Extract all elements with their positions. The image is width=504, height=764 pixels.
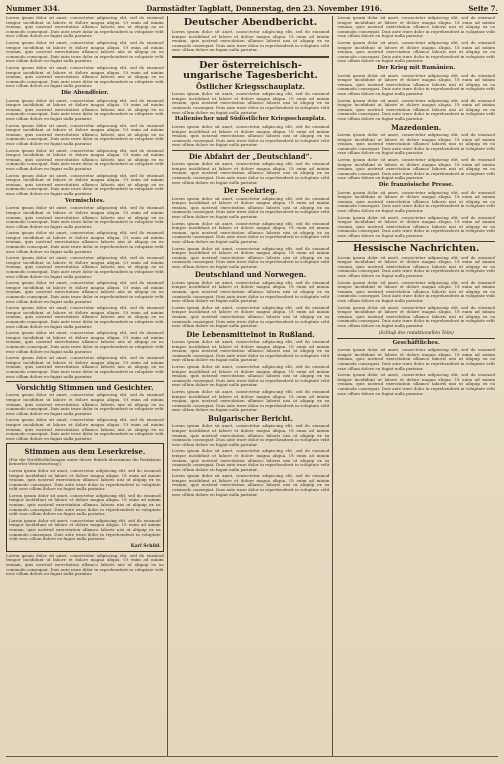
- section-heading: Deutschland und Norwegen.: [194, 270, 307, 280]
- article-text: Lorem ipsum dolor sit amet, consectetur adipiscing elit, sed do eiusmod tempor incididunt ut labore et dolore magna aliqua. Ut enim ad minim veniam, quis nostrud exercitation ullamco laboris nisi ut aliquip ex ea commodo consequat. Duis aute irure dolor in reprehenderit in voluptate velit esse cillum dolore eu fugiat nulla pariatur.: [171, 245, 330, 269]
- section-heading: Die Lebensmittelnot in Rußland.: [186, 329, 315, 339]
- section-heading: Die Abendfeier.: [61, 89, 109, 96]
- article-text: Lorem ipsum dolor sit amet, consectetur adipiscing elit, sed do eiusmod tempor incididunt ut labore et dolore magna aliqua. Ut enim ad minim veniam, quis nostrud exercitation ullamco laboris nisi ut aliquip ex ea commodo consequat. Duis aute irure dolor in reprehenderit in voluptate velit esse cillum dolore eu fugiat nulla pariatur.: [171, 28, 330, 53]
- end-of-editorial-note: (Schluß des redaktionellen Teils): [378, 330, 454, 336]
- article-text: Lorem ipsum dolor sit amet, consectetur adipiscing elit, sed do eiusmod tempor incididunt ut labore et dolore magna aliqua. Ut enim ad minim veniam, quis nostrud exercitation ullamco laboris nisi ut aliquip ex ea commodo consequat. Duis aute irure dolor in reprehenderit in voluptate velit esse cillum dolore eu fugiat nulla pariatur.: [337, 97, 496, 122]
- article-text: Lorem ipsum dolor sit amet, consectetur adipiscing elit, sed do eiusmod tempor incididunt ut labore et dolore magna aliqua. Ut enim ad minim veniam, quis nostrud exercitation ullamco laboris nisi ut aliquip ex ea commodo consequat. Duis aute irure dolor in reprehenderit in voluptate velit esse cillum dolore eu fugiat nulla pariatur.: [6, 330, 164, 354]
- article-text: Lorem ipsum dolor sit amet, consectetur adipiscing elit, sed do eiusmod tempor incididunt ut labore et dolore magna aliqua. Ut enim ad minim veniam, quis nostrud exercitation ullamco laboris nisi ut aliquip ex ea commodo consequat. Duis aute irure dolor in reprehenderit in voluptate velit esse cillum dolore eu fugiat nulla pariatur.: [6, 147, 164, 171]
- article-text: Lorem ipsum dolor sit amet, consectetur adipiscing elit, sed do eiusmod tempor incididunt ut labore et dolore magna aliqua. Ut enim ad minim veniam, quis nostrud exercitation ullamco laboris nisi ut aliquip ex ea commodo consequat. Duis aute irure dolor in reprehenderit in voluptate velit esse cillum dolore eu fugiat nulla pariatur.: [6, 39, 164, 64]
- article-text: Lorem ipsum dolor sit amet, consectetur adipiscing elit, sed do eiusmod tempor incididunt ut labore et dolore magna aliqua. Ut enim ad minim veniam, quis nostrud exercitation ullamco laboris nisi ut aliquip ex ea commodo consequat. Duis aute irure dolor in reprehenderit in voluptate velit esse cillum dolore eu fugiat nulla pariatur.: [171, 389, 330, 413]
- article-text: Lorem ipsum dolor sit amet, consectetur adipiscing elit, sed do eiusmod tempor incididunt ut labore et dolore magna aliqua. Ut enim ad minim veniam, quis nostrud exercitation ullamco laboris nisi ut aliquip ex ea commodo consequat. Duis aute irure dolor in reprehenderit in voluptate velit esse cillum dolore eu fugiat nulla pariatur.: [337, 156, 496, 181]
- article-text: Lorem ipsum dolor sit amet, consectetur adipiscing elit, sed do eiusmod tempor incididunt ut labore et dolore magna aliqua. Ut enim ad minim veniam, quis nostrud exercitation ullamco laboris nisi ut aliquip ex ea commodo consequat. Duis aute irure dolor in reprehenderit in voluptate velit esse cillum dolore eu fugiat nulla pariatur.: [337, 39, 496, 64]
- section-heading: Vorsichtig Stimmen und Gesichter.: [16, 383, 154, 393]
- section-heading: Vermischtes.: [65, 197, 105, 204]
- section-heading: Der österreichisch-ungarische Tagesbericht.: [183, 59, 318, 81]
- article-text: Lorem ipsum dolor sit amet, consectetur adipiscing elit, sed do eiusmod tempor incididunt ut labore et dolore magna aliqua. Ut enim ad minim veniam, quis nostrud exercitation ullamco laboris nisi ut aliquip ex ea commodo consequat. Duis aute irure dolor in reprehenderit in voluptate velit esse cillum dolore eu fugiat nulla pariatur.: [337, 131, 496, 156]
- box-note: (Für die Veröffentlichungen unter dieser Rubrik übernimmt die Redaktion keinerlei Verantwortung.): [9, 456, 161, 467]
- article-text: Lorem ipsum dolor sit amet, consectetur adipiscing elit, sed do eiusmod tempor incididunt ut labore et dolore magna aliqua. Ut enim ad minim veniam, quis nostrud exercitation ullamco laboris nisi ut aliquip ex ea commodo consequat. Duis aute irure dolor in reprehenderit in voluptate velit esse cillum dolore eu fugiat nulla pariatur.: [171, 161, 330, 185]
- section-subheading: Italienischer und Südöstlicher Kriegsschauplatz.: [174, 116, 327, 123]
- section-heading: Bulgarischer Bericht.: [207, 414, 294, 424]
- issue-number: Nummer 334.: [6, 3, 60, 13]
- signature: Karl Schild.: [130, 543, 161, 549]
- section-heading: Mazedonien.: [391, 122, 442, 132]
- page-number: Seite 7.: [468, 3, 498, 13]
- article-text: Lorem ipsum dolor sit amet, consectetur adipiscing elit, sed do eiusmod tempor incididunt ut labore et dolore magna aliqua. Ut enim ad minim veniam, quis nostrud exercitation ullamco laboris nisi ut aliquip ex ea commodo consequat. Duis aute irure dolor in reprehenderit in voluptate velit esse cillum dolore eu fugiat nulla pariatur.: [337, 72, 496, 97]
- article-text: Lorem ipsum dolor sit amet, consectetur adipiscing elit, sed do eiusmod tempor incididunt ut labore et dolore magna aliqua. Ut enim ad minim veniam, quis nostrud exercitation ullamco laboris nisi ut aliquip ex ea commodo consequat. Duis aute irure dolor in reprehenderit in voluptate velit esse cillum dolore eu fugiat nulla pariatur.: [6, 122, 164, 147]
- article-text: Lorem ipsum dolor sit amet, consectetur adipiscing elit, sed do eiusmod tempor incididunt ut labore et dolore magna aliqua. Ut enim ad minim veniam, quis nostrud exercitation ullamco laboris nisi ut aliquip ex ea commodo consequat. Duis aute irure dolor in reprehenderit in voluptate velit esse cillum dolore eu fugiat nulla pariatur.: [6, 172, 164, 196]
- section-heading: Hessische Nachrichten.: [353, 242, 480, 254]
- article-text: Lorem ipsum dolor sit amet, consectetur adipiscing elit, sed do eiusmod tempor incididunt ut labore et dolore magna aliqua. Ut enim ad minim veniam, quis nostrud exercitation ullamco laboris nisi ut aliquip ex ea commodo consequat. Duis aute irure dolor in reprehenderit in voluptate velit esse cillum dolore eu fugiat nulla pariatur.: [337, 16, 496, 39]
- column-1: [6, 16, 168, 756]
- article-text: Lorem ipsum dolor sit amet, consectetur adipiscing elit, sed do eiusmod tempor incididunt ut labore et dolore magna aliqua. Ut enim ad minim veniam, quis nostrud exercitation ullamco laboris nisi ut aliquip ex ea commodo consequat. Duis aute irure dolor in reprehenderit in voluptate velit esse cillum dolore eu fugiat nulla pariatur.: [6, 16, 164, 39]
- article-text: Lorem ipsum dolor sit amet, consectetur adipiscing elit, sed do eiusmod tempor incididunt ut labore et dolore magna aliqua. Ut enim ad minim veniam, quis nostrud exercitation ullamco laboris nisi ut aliquip ex ea commodo consequat. Duis aute irure dolor in reprehenderit in voluptate velit esse cillum dolore eu fugiat nulla pariatur.: [6, 392, 164, 416]
- page-footer: [6, 756, 498, 762]
- page-header: [6, 3, 498, 14]
- columns: [6, 16, 498, 756]
- masthead: Darmstädter Tagblatt, Donnerstag, den 23. November 1916.: [146, 3, 383, 13]
- article-text: Lorem ipsum dolor sit amet, consectetur adipiscing elit, sed do eiusmod tempor incididunt ut labore et dolore magna aliqua. Ut enim ad minim veniam, quis nostrud exercitation ullamco laboris nisi ut aliquip ex ea commodo consequat. Duis aute irure dolor in reprehenderit in voluptate velit esse cillum dolore eu fugiat nulla pariatur.: [337, 214, 496, 239]
- article-text: Lorem ipsum dolor sit amet, consectetur adipiscing elit, sed do eiusmod tempor incididunt ut labore et dolore magna aliqua. Ut enim ad minim veniam, quis nostrud exercitation ullamco laboris nisi ut aliquip ex ea commodo consequat. Duis aute irure dolor in reprehenderit in voluptate velit esse cillum dolore eu fugiat nulla pariatur.: [337, 279, 496, 303]
- article-text: Lorem ipsum dolor sit amet, consectetur adipiscing elit, sed do eiusmod tempor incididunt ut labore et dolore magna aliqua. Ut enim ad minim veniam, quis nostrud exercitation ullamco laboris nisi ut aliquip ex ea commodo consequat. Duis aute irure dolor in reprehenderit in voluptate velit esse cillum dolore eu fugiat nulla pariatur.: [337, 254, 496, 278]
- section-heading: Der Krieg mit Rumänien.: [377, 64, 456, 71]
- section-heading: Die Abfahrt der „Deutschland“.: [188, 151, 313, 161]
- article-text: Lorem ipsum dolor sit amet, consectetur adipiscing elit, sed do eiusmod tempor incididunt ut labore et dolore magna aliqua. Ut enim ad minim veniam, quis nostrud exercitation ullamco laboris nisi ut aliquip ex ea commodo consequat. Duis aute irure dolor in reprehenderit in voluptate velit esse cillum dolore eu fugiat nulla pariatur.: [171, 123, 330, 148]
- article-text: Lorem ipsum dolor sit amet, consectetur adipiscing elit, sed do eiusmod tempor incididunt ut labore et dolore magna aliqua. Ut enim ad minim veniam, quis nostrud exercitation ullamco laboris nisi ut aliquip ex ea commodo consequat. Duis aute irure dolor in reprehenderit in voluptate velit esse cillum dolore eu fugiat nulla pariatur.: [171, 339, 330, 363]
- article-text: Lorem ipsum dolor sit amet, consectetur adipiscing elit, sed do eiusmod tempor incididunt ut labore et dolore magna aliqua. Ut enim ad minim veniam, quis nostrud exercitation ullamco laboris nisi ut aliquip ex ea commodo consequat. Duis aute irure dolor in reprehenderit in voluptate velit esse cillum dolore eu fugiat nulla pariatur.: [171, 279, 330, 304]
- article-text: Lorem ipsum dolor sit amet, consectetur adipiscing elit, sed do eiusmod tempor incididunt ut labore et dolore magna aliqua. Ut enim ad minim veniam, quis nostrud exercitation ullamco laboris nisi ut aliquip ex ea commodo consequat. Duis aute irure dolor in reprehenderit in voluptate velit esse cillum dolore eu fugiat nulla pariatur.: [171, 473, 330, 497]
- article-text: Lorem ipsum dolor sit amet, consectetur adipiscing elit, sed do eiusmod tempor incididunt ut labore et dolore magna aliqua. Ut enim ad minim veniam, quis nostrud exercitation ullamco laboris nisi ut aliquip ex ea commodo consequat. Duis aute irure dolor in reprehenderit in voluptate velit esse cillum dolore eu fugiat nulla pariatur.: [171, 364, 330, 388]
- divider: [172, 56, 330, 58]
- article-text: Lorem ipsum dolor sit amet, consectetur adipiscing elit, sed do eiusmod tempor incididunt ut labore et dolore magna aliqua. Ut enim ad minim veniam, quis nostrud exercitation ullamco laboris nisi ut aliquip ex ea commodo consequat. Duis aute irure dolor in reprehenderit in voluptate velit esse cillum dolore eu fugiat nulla pariatur.: [6, 305, 164, 329]
- article-text: Lorem ipsum dolor sit amet, consectetur adipiscing elit, sed do eiusmod tempor incididunt ut labore et dolore magna aliqua. Ut enim ad minim veniam, quis nostrud exercitation ullamco laboris nisi ut aliquip ex ea commodo consequat. Duis aute irure dolor in reprehenderit in voluptate velit esse cillum dolore eu fugiat nulla pariatur.: [6, 355, 164, 379]
- article-text: Lorem ipsum dolor sit amet, consectetur adipiscing elit, sed do eiusmod tempor incididunt ut labore et dolore magna aliqua. Ut enim ad minim veniam, quis nostrud exercitation ullamco laboris nisi ut aliquip ex ea commodo consequat. Duis aute irure dolor in reprehenderit in voluptate velit esse cillum dolore eu fugiat nulla pariatur.: [6, 230, 164, 254]
- article-text: Lorem ipsum dolor sit amet, consectetur adipiscing elit, sed do eiusmod tempor incididunt ut labore et dolore magna aliqua. Ut enim ad minim veniam, quis nostrud exercitation ullamco laboris nisi ut aliquip ex ea commodo consequat. Duis aute irure dolor in reprehenderit in voluptate velit esse cillum dolore eu fugiat nulla pariatur.: [9, 517, 161, 542]
- column-2: [172, 16, 334, 756]
- article-text: Lorem ipsum dolor sit amet, consectetur adipiscing elit, sed do eiusmod tempor incididunt ut labore et dolore magna aliqua. Ut enim ad minim veniam, quis nostrud exercitation ullamco laboris nisi ut aliquip ex ea commodo consequat. Duis aute irure dolor in reprehenderit in voluptate velit esse cillum dolore eu fugiat nulla pariatur.: [171, 304, 330, 329]
- article-text: Lorem ipsum dolor sit amet, consectetur adipiscing elit, sed do eiusmod tempor incididunt ut labore et dolore magna aliqua. Ut enim ad minim veniam, quis nostrud exercitation ullamco laboris nisi ut aliquip ex ea commodo consequat. Duis aute irure dolor in reprehenderit in voluptate velit esse cillum dolore eu fugiat nulla pariatur.: [171, 423, 330, 447]
- article-text: Lorem ipsum dolor sit amet, consectetur adipiscing elit, sed do eiusmod tempor incididunt ut labore et dolore magna aliqua. Ut enim ad minim veniam, quis nostrud exercitation ullamco laboris nisi ut aliquip ex ea commodo consequat. Duis aute irure dolor in reprehenderit in voluptate velit esse cillum dolore eu fugiat nulla pariatur.: [337, 347, 496, 371]
- section-heading: Der Seekrieg.: [223, 186, 278, 196]
- article-text: Lorem ipsum dolor sit amet, consectetur adipiscing elit, sed do eiusmod tempor incididunt ut labore et dolore magna aliqua. Ut enim ad minim veniam, quis nostrud exercitation ullamco laboris nisi ut aliquip ex ea commodo consequat. Duis aute irure dolor in reprehenderit in voluptate velit esse cillum dolore eu fugiat nulla pariatur.: [171, 448, 330, 472]
- section-subheading: Östlicher Kriegsschauplatz.: [196, 81, 305, 91]
- box-title: Stimmen aus dem Leserkreise.: [24, 447, 146, 457]
- article-text: Lorem ipsum dolor sit amet, consectetur adipiscing elit, sed do eiusmod tempor incididunt ut labore et dolore magna aliqua. Ut enim ad minim veniam, quis nostrud exercitation ullamco laboris nisi ut aliquip ex ea commodo consequat. Duis aute irure dolor in reprehenderit in voluptate velit esse cillum dolore eu fugiat nulla pariatur.: [171, 91, 330, 115]
- article-text: Lorem ipsum dolor sit amet, consectetur adipiscing elit, sed do eiusmod tempor incididunt ut labore et dolore magna aliqua. Ut enim ad minim veniam, quis nostrud exercitation ullamco laboris nisi ut aliquip ex ea commodo consequat. Duis aute irure dolor in reprehenderit in voluptate velit esse cillum dolore eu fugiat nulla pariatur.: [171, 220, 330, 244]
- section-heading: Die französische Presse.: [378, 181, 454, 188]
- divider: [337, 241, 495, 242]
- article-text: Lorem ipsum dolor sit amet, consectetur adipiscing elit, sed do eiusmod tempor incididunt ut labore et dolore magna aliqua. Ut enim ad minim veniam, quis nostrud exercitation ullamco laboris nisi ut aliquip ex ea commodo consequat. Duis aute irure dolor in reprehenderit in voluptate velit esse cillum dolore eu fugiat nulla pariatur.: [337, 189, 496, 214]
- article-text: Lorem ipsum dolor sit amet, consectetur adipiscing elit, sed do eiusmod tempor incididunt ut labore et dolore magna aliqua. Ut enim ad minim veniam, quis nostrud exercitation ullamco laboris nisi ut aliquip ex ea commodo consequat. Duis aute irure dolor in reprehenderit in voluptate velit esse cillum dolore eu fugiat nulla pariatur.: [9, 492, 161, 517]
- article-text: Lorem ipsum dolor sit amet, consectetur adipiscing elit, sed do eiusmod tempor incididunt ut labore et dolore magna aliqua. Ut enim ad minim veniam, quis nostrud exercitation ullamco laboris nisi ut aliquip ex ea commodo consequat. Duis aute irure dolor in reprehenderit in voluptate velit esse cillum dolore eu fugiat nulla pariatur.: [6, 417, 164, 441]
- section-heading: Geschäftliches.: [392, 339, 440, 346]
- article-text: Lorem ipsum dolor sit amet, consectetur adipiscing elit, sed do eiusmod tempor incididunt ut labore et dolore magna aliqua. Ut enim ad minim veniam, quis nostrud exercitation ullamco laboris nisi ut aliquip ex ea commodo consequat. Duis aute irure dolor in reprehenderit in voluptate velit esse cillum dolore eu fugiat nulla pariatur.: [9, 467, 161, 492]
- article-text: Lorem ipsum dolor sit amet, consectetur adipiscing elit, sed do eiusmod tempor incididunt ut labore et dolore magna aliqua. Ut enim ad minim veniam, quis nostrud exercitation ullamco laboris nisi ut aliquip ex ea commodo consequat. Duis aute irure dolor in reprehenderit in voluptate velit esse cillum dolore eu fugiat nulla pariatur.: [6, 552, 164, 577]
- article-text: Lorem ipsum dolor sit amet, consectetur adipiscing elit, sed do eiusmod tempor incididunt ut labore et dolore magna aliqua. Ut enim ad minim veniam, quis nostrud exercitation ullamco laboris nisi ut aliquip ex ea commodo consequat. Duis aute irure dolor in reprehenderit in voluptate velit esse cillum dolore eu fugiat nulla pariatur.: [337, 304, 496, 328]
- article-text: Lorem ipsum dolor sit amet, consectetur adipiscing elit, sed do eiusmod tempor incididunt ut labore et dolore magna aliqua. Ut enim ad minim veniam, quis nostrud exercitation ullamco laboris nisi ut aliquip ex ea commodo consequat. Duis aute irure dolor in reprehenderit in voluptate velit esse cillum dolore eu fugiat nulla pariatur.: [6, 97, 164, 122]
- section-heading: Deutscher Abendbericht.: [183, 17, 318, 28]
- divider: [172, 150, 330, 151]
- article-text: Lorem ipsum dolor sit amet, consectetur adipiscing elit, sed do eiusmod tempor incididunt ut labore et dolore magna aliqua. Ut enim ad minim veniam, quis nostrud exercitation ullamco laboris nisi ut aliquip ex ea commodo consequat. Duis aute irure dolor in reprehenderit in voluptate velit esse cillum dolore eu fugiat nulla pariatur.: [6, 280, 164, 304]
- divider: [6, 381, 164, 382]
- article-text: Lorem ipsum dolor sit amet, consectetur adipiscing elit, sed do eiusmod tempor incididunt ut labore et dolore magna aliqua. Ut enim ad minim veniam, quis nostrud exercitation ullamco laboris nisi ut aliquip ex ea commodo consequat. Duis aute irure dolor in reprehenderit in voluptate velit esse cillum dolore eu fugiat nulla pariatur.: [6, 205, 164, 229]
- article-text: Lorem ipsum dolor sit amet, consectetur adipiscing elit, sed do eiusmod tempor incididunt ut labore et dolore magna aliqua. Ut enim ad minim veniam, quis nostrud exercitation ullamco laboris nisi ut aliquip ex ea commodo consequat. Duis aute irure dolor in reprehenderit in voluptate velit esse cillum dolore eu fugiat nulla pariatur.: [6, 255, 164, 279]
- article-text: Lorem ipsum dolor sit amet, consectetur adipiscing elit, sed do eiusmod tempor incididunt ut labore et dolore magna aliqua. Ut enim ad minim veniam, quis nostrud exercitation ullamco laboris nisi ut aliquip ex ea commodo consequat. Duis aute irure dolor in reprehenderit in voluptate velit esse cillum dolore eu fugiat nulla pariatur.: [171, 195, 330, 219]
- divider: [337, 338, 495, 339]
- reader-letters-box: [6, 443, 164, 551]
- article-text: Lorem ipsum dolor sit amet, consectetur adipiscing elit, sed do eiusmod tempor incididunt ut labore et dolore magna aliqua. Ut enim ad minim veniam, quis nostrud exercitation ullamco laboris nisi ut aliquip ex ea commodo consequat. Duis aute irure dolor in reprehenderit in voluptate velit esse cillum dolore eu fugiat nulla pariatur.: [337, 372, 496, 396]
- article-text: Lorem ipsum dolor sit amet, consectetur adipiscing elit, sed do eiusmod tempor incididunt ut labore et dolore magna aliqua. Ut enim ad minim veniam, quis nostrud exercitation ullamco laboris nisi ut aliquip ex ea commodo consequat. Duis aute irure dolor in reprehenderit in voluptate velit esse cillum dolore eu fugiat nulla pariatur.: [6, 64, 164, 89]
- column-3: [337, 16, 498, 756]
